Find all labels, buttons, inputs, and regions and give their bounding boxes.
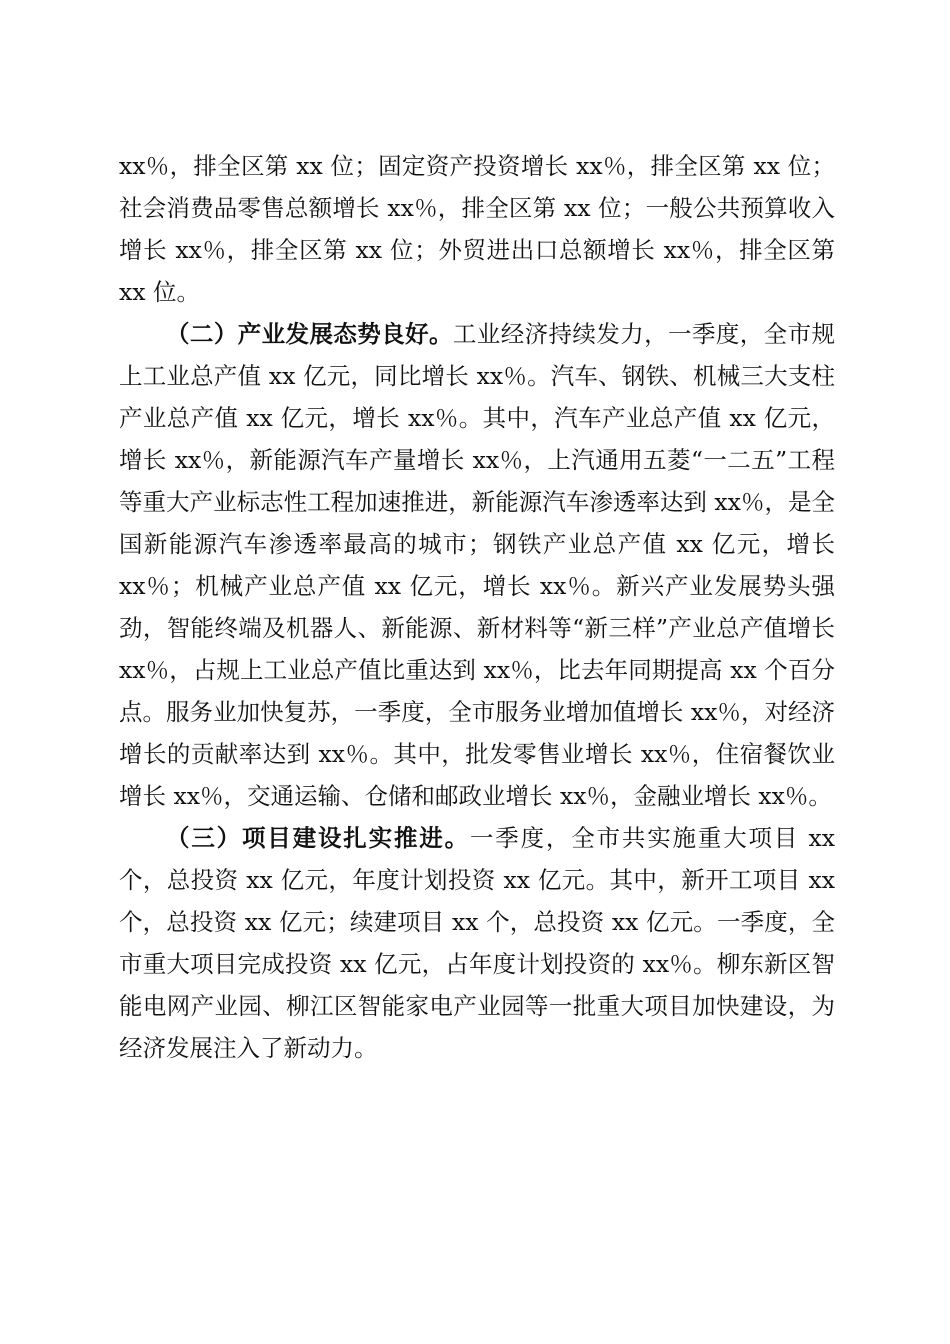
paragraph-text: 工业经济持续发力，一季度，全市规上工业总产值 xx 亿元，同比增长 xx％。汽车、钢铁、机械三大支柱产业总产值 xx 亿元，增长 xx％。其中，汽车产业总产值 xx 亿元，增长 xx％，新能源汽车产量增长 xx％，上汽通用五菱“一二五”工程等重大产业标志性工程加速推进，新能源汽车渗透率达到 xx％，是全国新能源汽车渗透率最高的城市；钢铁产业总产值 xx 亿元，增长 xx％；机械产业总产值 xx 亿元，增长 xx％。新兴产业发展势头强劲，智能终端及机器人、新能源、新材料等“新三样”产业总产值增长 xx％，占规上工业总产值比重达到 xx％，比去年同期提高 xx 个百分点。服务业加快复苏，一季度，全市服务业增加值增长 xx％，对经济增长的贡献率达到 xx％。其中，批发零售业增长 xx％，住宿餐饮业增长 xx％，交通运输、仓储和邮政业增长 xx％，金融业增长 xx％。: [119, 320, 836, 810]
paragraph-text: 一季度，全市共实施重大项目 xx 个，总投资 xx 亿元，年度计划投资 xx 亿元。其中，新开工项目 xx 个，总投资 xx 亿元；续建项目 xx 个，总投资 xx 亿元。一季度，全市重大项目完成投资 xx 亿元，占年度计划投资的 xx％。柳东新区智能电网产业园、柳江区智能家电产业园等一批重大项目加快建设，为经济发展注入了新动力。: [119, 824, 835, 1062]
section-heading-industry: （二）产业发展态势良好。: [166, 320, 453, 348]
paragraph-project-construction: [119, 817, 835, 1069]
paragraph-text: xx％，排全区第 xx 位；固定资产投资增长 xx％，排全区第 xx 位；社会消费品零售总额增长 xx％，排全区第 xx 位；一般公共预算收入增长 xx％，排全区第 xx 位；外贸进出口总额增长 xx％，排全区第 xx 位。: [119, 152, 835, 306]
paragraph-continuation: [119, 145, 835, 313]
document-body: [119, 145, 835, 1069]
section-heading-projects: （三）项目建设扎实推进。: [166, 824, 470, 852]
paragraph-industry-development: [119, 313, 835, 817]
